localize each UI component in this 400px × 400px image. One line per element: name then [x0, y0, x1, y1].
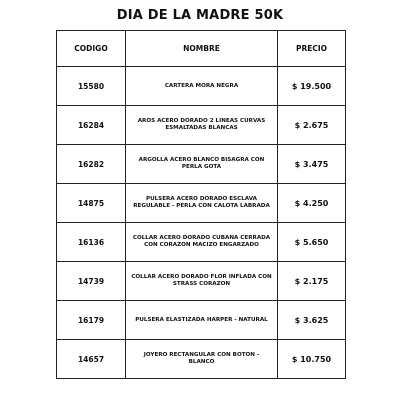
- table-row: [57, 67, 346, 106]
- cell-code: 16282: [57, 145, 126, 184]
- table-row: [57, 301, 346, 340]
- header-name: NOMBRE: [126, 31, 278, 67]
- cell-price: $ 10.750: [278, 340, 346, 379]
- table-row: [57, 145, 346, 184]
- table-header-row: [57, 31, 346, 67]
- cell-name: JOYERO RECTANGULAR CON BOTON - BLANCO: [126, 340, 278, 379]
- cell-price: $ 3.475: [278, 145, 346, 184]
- cell-price: $ 5.650: [278, 223, 346, 262]
- cell-code: 14875: [57, 184, 126, 223]
- price-table: [56, 30, 346, 379]
- cell-name: CARTERA MORA NEGRA: [126, 67, 278, 106]
- header-code: CODIGO: [57, 31, 126, 67]
- cell-code: 16284: [57, 106, 126, 145]
- table-row: [57, 184, 346, 223]
- cell-price: $ 19.500: [278, 67, 346, 106]
- cell-price: $ 2.675: [278, 106, 346, 145]
- cell-price: $ 4.250: [278, 184, 346, 223]
- cell-name: PULSERA ACERO DORADO ESCLAVA REGULABLE - PERLA CON CALOTA LABRADA: [126, 184, 278, 223]
- cell-name: COLLAR ACERO DORADO FLOR INFLADA CON STRASS CORAZON: [126, 262, 278, 301]
- cell-code: 16179: [57, 301, 126, 340]
- cell-name: PULSERA ELASTIZADA HARPER - NATURAL: [126, 301, 278, 340]
- header-price: PRECIO: [278, 31, 346, 67]
- cell-code: 15580: [57, 67, 126, 106]
- cell-price: $ 3.625: [278, 301, 346, 340]
- cell-code: 14657: [57, 340, 126, 379]
- cell-code: 16136: [57, 223, 126, 262]
- table-row: [57, 223, 346, 262]
- cell-price: $ 2.175: [278, 262, 346, 301]
- table-row: [57, 340, 346, 379]
- cell-name: AROS ACERO DORADO 2 LINEAS CURVAS ESMALTADAS BLANCAS: [126, 106, 278, 145]
- table-row: [57, 262, 346, 301]
- table-row: [57, 106, 346, 145]
- cell-name: ARGOLLA ACERO BLANCO BISAGRA CON PERLA GOTA: [126, 145, 278, 184]
- cell-code: 14739: [57, 262, 126, 301]
- cell-name: COLLAR ACERO DORADO CUBANA CERRADA CON CORAZON MACIZO ENGARZADO: [126, 223, 278, 262]
- page-title: DIA DE LA MADRE 50K: [116, 8, 284, 23]
